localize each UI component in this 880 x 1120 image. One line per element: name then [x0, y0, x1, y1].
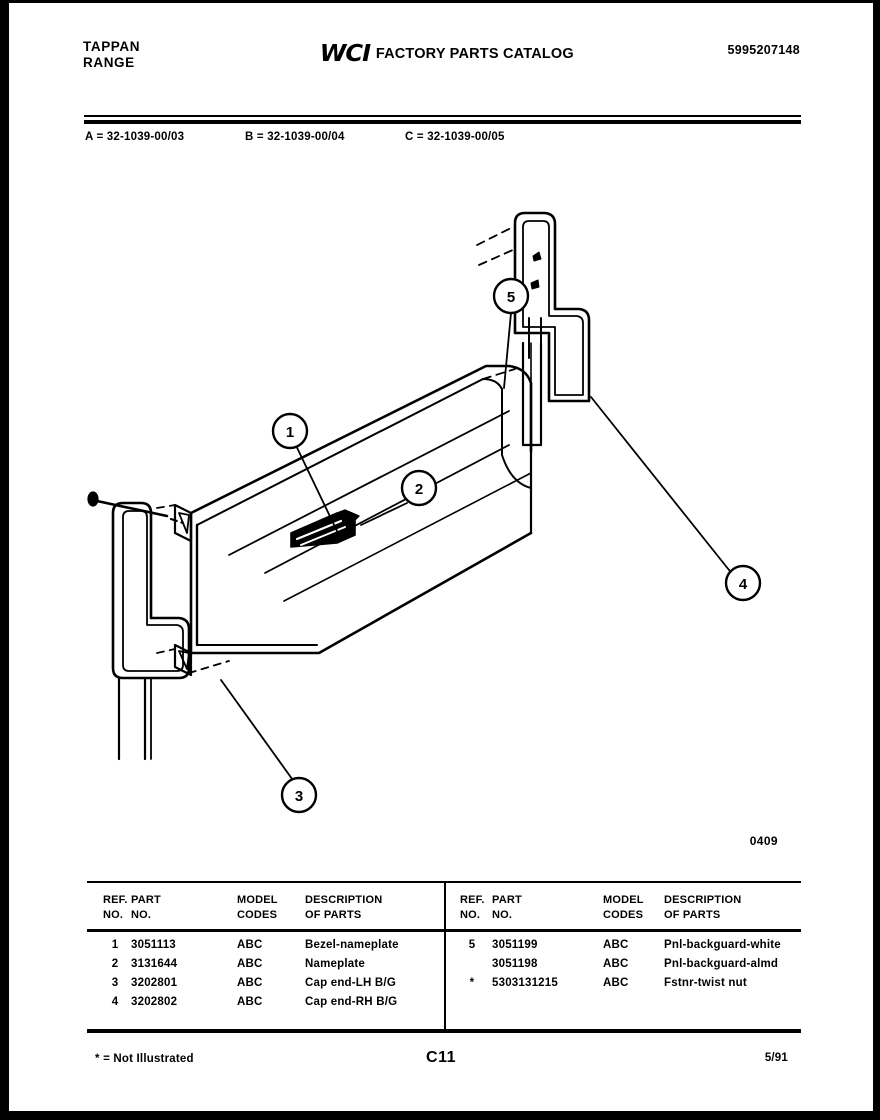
column-header-part-no: PART NO. [492, 894, 522, 921]
column-header-description: DESCRIPTION OF PARTS [664, 894, 742, 921]
svg-text:4: 4 [738, 576, 748, 593]
cell-description: Nameplate [305, 958, 365, 970]
brand-name: TAPPAN [83, 39, 141, 54]
model-code-c: C = 32-1039-00/05 [405, 131, 505, 143]
cell-model-codes: ABC [237, 939, 263, 951]
footnote-not-illustrated: * = Not Illustrated [95, 1053, 194, 1065]
cell-description: Bezel-nameplate [305, 939, 399, 951]
callout-3 [282, 778, 316, 812]
header-rule-thin [84, 115, 801, 117]
page-frame-bottom-edge [0, 1111, 880, 1120]
cell-ref-no: 3 [111, 977, 119, 989]
column-header-description: DESCRIPTION OF PARTS [305, 894, 383, 921]
svg-text:2: 2 [414, 481, 424, 498]
brand-block [83, 39, 140, 71]
twist-nut-fastener [88, 492, 183, 523]
revision-date: 5/91 [764, 1052, 788, 1064]
svg-text:3: 3 [294, 788, 304, 805]
callout-1 [273, 414, 307, 448]
cell-part-no: 3131644 [131, 958, 178, 970]
drawing-number: 0409 [749, 834, 778, 848]
parts-table-right [446, 881, 803, 1033]
cell-ref-no: 5 [468, 939, 476, 951]
page-frame-right-edge [873, 0, 880, 1120]
column-header-model-codes: MODEL CODES [237, 894, 278, 921]
page-number: C11 [426, 1049, 456, 1066]
callout-2 [402, 471, 436, 505]
bezel-nameplate-assembly [291, 510, 359, 547]
table-row [87, 996, 444, 1015]
callout-5 [494, 279, 528, 313]
table-row [446, 977, 803, 996]
cell-part-no: 3202802 [131, 996, 178, 1008]
parts-rows-right [446, 939, 803, 996]
exploded-parts-illustration [79, 183, 809, 883]
cell-model-codes: ABC [603, 958, 629, 970]
svg-text:1: 1 [285, 424, 295, 441]
cell-ref-no: 4 [111, 996, 119, 1008]
catalog-title: FACTORY PARTS CATALOG [375, 46, 574, 62]
cell-model-codes: ABC [237, 958, 263, 970]
illustration-svg [79, 183, 809, 883]
column-header-model-codes: MODEL CODES [603, 894, 644, 921]
document-number: 5995207148 [727, 43, 800, 57]
cell-ref-no: * [469, 977, 475, 989]
catalog-title-block [321, 41, 574, 67]
cell-ref-no: 2 [111, 958, 119, 970]
header-rule-thick [84, 120, 801, 124]
callout-4 [726, 566, 760, 600]
column-header-part-no: PART NO. [131, 894, 161, 921]
cell-part-no: 3202801 [131, 977, 178, 989]
cell-model-codes: ABC [603, 977, 629, 989]
cell-model-codes: ABC [237, 977, 263, 989]
cell-ref-no: 1 [111, 939, 119, 951]
cell-part-no: 3051113 [131, 939, 176, 951]
cell-description: Pnl-backguard-white [664, 939, 781, 951]
table-row [87, 958, 444, 977]
wci-logo: WCI [319, 41, 371, 67]
column-header-ref-no: REF. NO. [460, 894, 485, 921]
cell-description: Cap end-LH B/G [305, 977, 396, 989]
cell-model-codes: ABC [603, 939, 629, 951]
cell-description: Pnl-backguard-almd [664, 958, 779, 970]
cell-description: Cap end-RH B/G [305, 996, 398, 1008]
model-code-a: A = 32-1039-00/03 [85, 131, 185, 143]
cell-part-no: 5303131215 [492, 977, 558, 989]
parts-rows-left [87, 939, 444, 1015]
brand-product-line: RANGE [83, 55, 135, 70]
cell-model-codes: ABC [237, 996, 263, 1008]
page-frame-left-edge [0, 0, 9, 1120]
cell-description: Fstnr-twist nut [664, 977, 747, 989]
table-row [87, 939, 444, 958]
parts-table-left [87, 881, 444, 1033]
callout-bubbles [273, 279, 760, 812]
svg-text:5: 5 [506, 289, 516, 306]
cell-part-no: 3051198 [492, 958, 538, 970]
parts-table [87, 881, 801, 1033]
column-header-ref-no: REF. NO. [103, 894, 128, 921]
table-row [446, 939, 803, 958]
model-code-b: B = 32-1039-00/04 [245, 131, 345, 143]
table-row [446, 958, 803, 977]
model-codes-list [85, 131, 565, 143]
cell-part-no: 3051199 [492, 939, 538, 951]
page-sheet [9, 3, 873, 1111]
table-row [87, 977, 444, 996]
